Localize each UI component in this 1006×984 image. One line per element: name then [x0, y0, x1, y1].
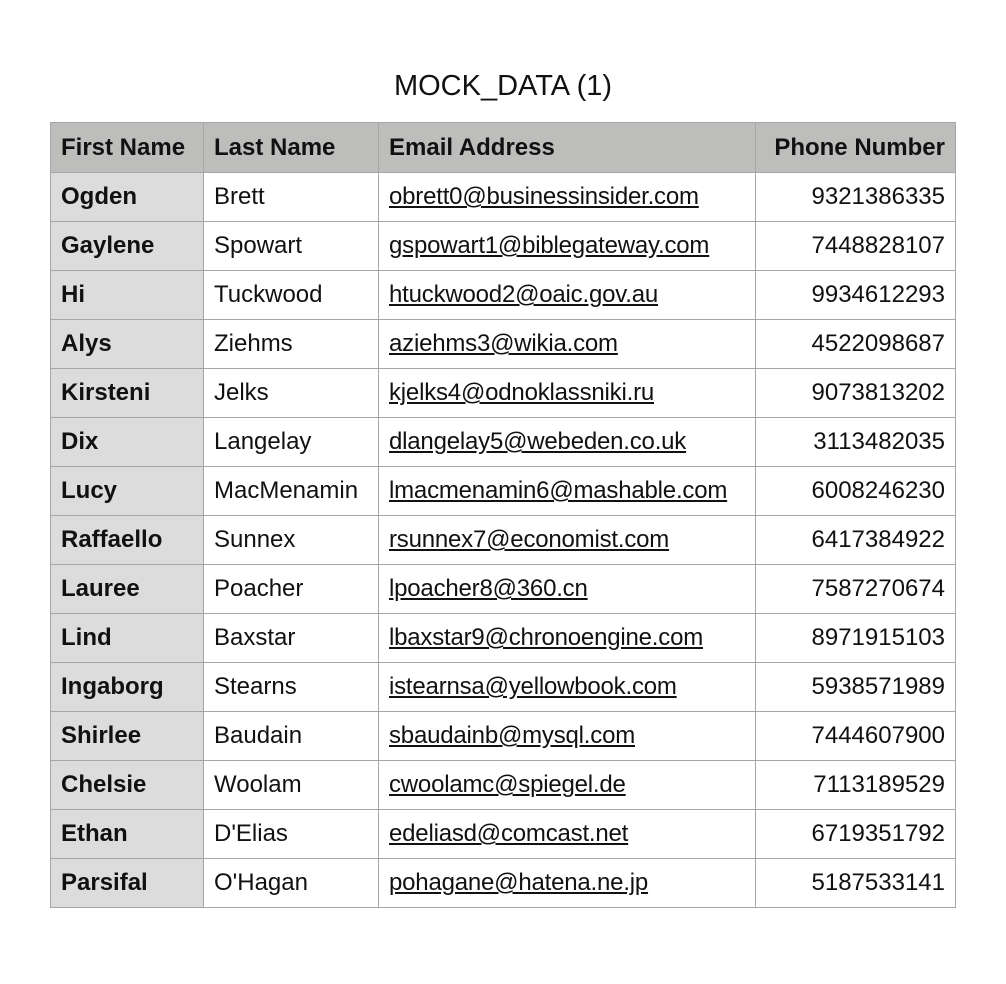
first-name-cell[interactable]: Lind — [51, 614, 204, 663]
first-name-cell[interactable]: Hi — [51, 271, 204, 320]
table-row — [51, 516, 956, 565]
header-row — [51, 123, 956, 173]
last-name-cell[interactable]: Jelks — [204, 369, 379, 418]
phone-number-cell[interactable]: 5938571989 — [756, 663, 956, 712]
first-name-cell[interactable]: Alys — [51, 320, 204, 369]
table-row — [51, 614, 956, 663]
table-row — [51, 320, 956, 369]
last-name-cell[interactable]: O'Hagan — [204, 859, 379, 908]
email-link[interactable]: gspowart1@biblegateway.com — [379, 222, 756, 271]
first-name-cell[interactable]: Raffaello — [51, 516, 204, 565]
table-row — [51, 467, 956, 516]
phone-number-cell[interactable]: 9321386335 — [756, 173, 956, 222]
first-name-cell[interactable]: Ingaborg — [51, 663, 204, 712]
email-link[interactable]: cwoolamc@spiegel.de — [379, 761, 756, 810]
email-link[interactable]: lpoacher8@360.cn — [379, 565, 756, 614]
phone-number-cell[interactable]: 6008246230 — [756, 467, 956, 516]
first-name-cell[interactable]: Parsifal — [51, 859, 204, 908]
email-link[interactable]: rsunnex7@economist.com — [379, 516, 756, 565]
table-row — [51, 859, 956, 908]
first-name-cell[interactable]: Shirlee — [51, 712, 204, 761]
sheet-title: MOCK_DATA (1) — [393, 70, 613, 102]
table-row — [51, 173, 956, 222]
table-row — [51, 712, 956, 761]
table-row — [51, 271, 956, 320]
email-link[interactable]: lmacmenamin6@mashable.com — [379, 467, 756, 516]
email-link[interactable]: lbaxstar9@chronoengine.com — [379, 614, 756, 663]
last-name-cell[interactable]: Sunnex — [204, 516, 379, 565]
email-link[interactable]: dlangelay5@webeden.co.uk — [379, 418, 756, 467]
phone-number-cell[interactable]: 7448828107 — [756, 222, 956, 271]
phone-number-cell[interactable]: 7444607900 — [756, 712, 956, 761]
first-name-cell[interactable]: Lauree — [51, 565, 204, 614]
last-name-cell[interactable]: Spowart — [204, 222, 379, 271]
first-name-cell[interactable]: Ogden — [51, 173, 204, 222]
first-name-cell[interactable]: Kirsteni — [51, 369, 204, 418]
column-header-first-name[interactable]: First Name — [51, 123, 204, 173]
phone-number-cell[interactable]: 3113482035 — [756, 418, 956, 467]
phone-number-cell[interactable]: 9073813202 — [756, 369, 956, 418]
table-row — [51, 565, 956, 614]
last-name-cell[interactable]: MacMenamin — [204, 467, 379, 516]
phone-number-cell[interactable]: 6417384922 — [756, 516, 956, 565]
email-link[interactable]: aziehms3@wikia.com — [379, 320, 756, 369]
first-name-cell[interactable]: Gaylene — [51, 222, 204, 271]
phone-number-cell[interactable]: 9934612293 — [756, 271, 956, 320]
email-link[interactable]: htuckwood2@oaic.gov.au — [379, 271, 756, 320]
phone-number-cell[interactable]: 8971915103 — [756, 614, 956, 663]
last-name-cell[interactable]: Tuckwood — [204, 271, 379, 320]
last-name-cell[interactable]: Poacher — [204, 565, 379, 614]
column-header-last-name[interactable]: Last Name — [204, 123, 379, 173]
last-name-cell[interactable]: Ziehms — [204, 320, 379, 369]
phone-number-cell[interactable]: 6719351792 — [756, 810, 956, 859]
email-link[interactable]: kjelks4@odnoklassniki.ru — [379, 369, 756, 418]
phone-number-cell[interactable]: 7587270674 — [756, 565, 956, 614]
first-name-cell[interactable]: Lucy — [51, 467, 204, 516]
email-link[interactable]: istearnsa@yellowbook.com — [379, 663, 756, 712]
phone-number-cell[interactable]: 4522098687 — [756, 320, 956, 369]
last-name-cell[interactable]: D'Elias — [204, 810, 379, 859]
table-row — [51, 663, 956, 712]
phone-number-cell[interactable]: 7113189529 — [756, 761, 956, 810]
first-name-cell[interactable]: Dix — [51, 418, 204, 467]
table-row — [51, 418, 956, 467]
last-name-cell[interactable]: Brett — [204, 173, 379, 222]
table-row — [51, 810, 956, 859]
table-row — [51, 222, 956, 271]
last-name-cell[interactable]: Stearns — [204, 663, 379, 712]
last-name-cell[interactable]: Langelay — [204, 418, 379, 467]
phone-number-cell[interactable]: 5187533141 — [756, 859, 956, 908]
first-name-cell[interactable]: Chelsie — [51, 761, 204, 810]
last-name-cell[interactable]: Woolam — [204, 761, 379, 810]
email-link[interactable]: pohagane@hatena.ne.jp — [379, 859, 756, 908]
table-row — [51, 761, 956, 810]
data-table — [50, 122, 956, 908]
email-link[interactable]: sbaudainb@mysql.com — [379, 712, 756, 761]
email-link[interactable]: obrett0@businessinsider.com — [379, 173, 756, 222]
table-row — [51, 369, 956, 418]
first-name-cell[interactable]: Ethan — [51, 810, 204, 859]
email-link[interactable]: edeliasd@comcast.net — [379, 810, 756, 859]
last-name-cell[interactable]: Baudain — [204, 712, 379, 761]
column-header-email-address[interactable]: Email Address — [379, 123, 756, 173]
column-header-phone-number[interactable]: Phone Number — [756, 123, 956, 173]
table-body — [51, 173, 956, 908]
last-name-cell[interactable]: Baxstar — [204, 614, 379, 663]
